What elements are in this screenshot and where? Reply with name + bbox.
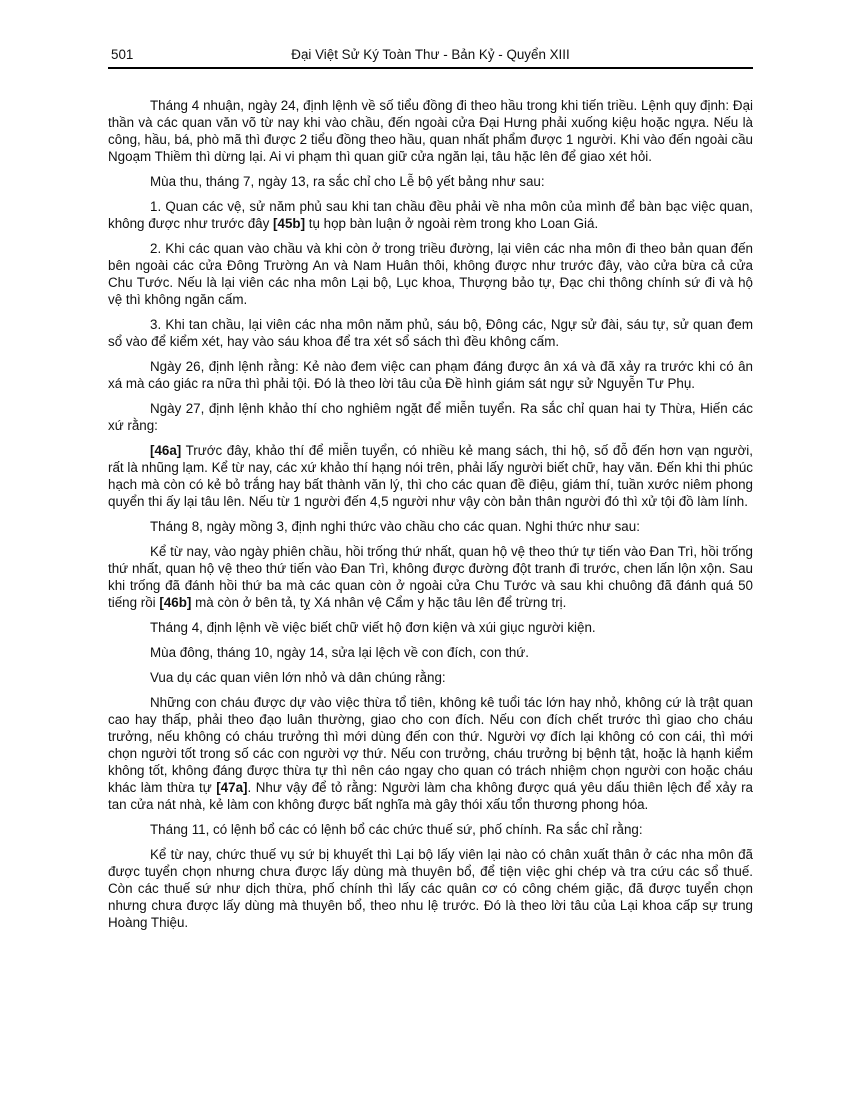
header-title: Đại Việt Sử Ký Toàn Thư - Bản Kỷ - Quyển XIII [291, 47, 570, 62]
folio-marker: [47a] [216, 780, 248, 795]
paragraph [108, 644, 753, 661]
paragraph-text: mà còn ở bên tả, tỵ Xá nhân vệ Cẩm y hặc tâu lên để trừng trị. [191, 595, 567, 610]
paragraph [108, 543, 753, 611]
folio-marker: [45b] [273, 216, 306, 231]
paragraph-text: . Như vậy để tỏ rằng: Người làm cha không được quá yêu dấu thiên lệch để xảy ra tan cửa nát nhà, kẻ làm con không được bất nghĩa mà gây thói xấu tổn thương phong hóa. [108, 780, 753, 812]
paragraph-text: Ngày 26, định lệnh rằng: Kẻ nào đem việc can phạm đáng được ân xá và đã xảy ra trước khi có ân xá mà cáo giác ra nữa thì phải tội. Đó là theo lời tâu của Đề hình giám sát ngự sử Nguyễn Tư Phụ. [108, 359, 753, 391]
paragraph-text: Tháng 4 nhuận, ngày 24, định lệnh về số tiểu đồng đi theo hầu trong khi tiến triều. Lệnh quy định: Đại thần và các quan văn võ từ nay khi vào chầu, đến ngoài cửa Đại Hưng phải xuống kiệu hoặc ngựa. Nếu là công, hầu, bá, phò mã thì được 2 tiểu đồng theo hầu, quan nhất phẩm được 1 người. Khi vào đến ngoài cầu Ngoạm Thiềm thì dừng lại. Ai vi phạm thì quan giữ cửa ngăn lại, tâu hặc lên để giao xét hỏi. [108, 98, 753, 164]
paragraph [108, 694, 753, 813]
paragraph-text: Vua dụ các quan viên lớn nhỏ và dân chúng rằng: [150, 670, 446, 685]
paragraph-text: Tháng 11, có lệnh bổ các có lệnh bổ các chức thuế sứ, phố chính. Ra sắc chỉ rằng: [150, 822, 643, 837]
header-rule [108, 67, 753, 69]
paragraph [108, 400, 753, 434]
paragraph [108, 518, 753, 535]
paragraph [108, 240, 753, 308]
paragraph-text: Tháng 8, ngày mồng 3, định nghi thức vào chầu cho các quan. Nghi thức như sau: [150, 519, 640, 534]
paragraph-text: Trước đây, khảo thí để miễn tuyển, có nhiều kẻ mang sách, thi hộ, số đỗ đến hơn vạn người, rất là nhũng lạm. Kể từ nay, các xứ khảo thí hạng nói trên, phải lấy người biết chữ, hay văn. Đến khi thi phúc hạch mà còn có kẻ bỏ trắng hay bất thành văn lý, thì cho các quan đề điệu, giám thí, tuần xước niêm phong quyển thi ấy lại tâu lên. Nếu từ 1 người đến 4,5 người như vậy còn bản thân người đó thì xử tội đồ làm lính. [108, 443, 753, 509]
paragraph [108, 173, 753, 190]
paragraph-text: 1. Quan các vệ, sử năm phủ sau khi tan chầu đều phải về nha môn của mình để bàn bạc việc quan, không được như trước đây [108, 199, 753, 231]
paragraph-text: tụ họp bàn luận ở ngoài rèm trong kho Loan Giá. [305, 216, 599, 231]
paragraph [108, 358, 753, 392]
folio-marker: [46b] [159, 595, 192, 610]
paragraph [108, 821, 753, 838]
paragraph [108, 669, 753, 686]
paragraph-text: Mùa thu, tháng 7, ngày 13, ra sắc chỉ cho Lễ bộ yết bảng như sau: [150, 174, 545, 189]
page-header [108, 47, 753, 65]
paragraph-text: Kể từ nay, chức thuế vụ sứ bị khuyết thì Lại bộ lấy viên lại nào có chân xuất thân ở các nha môn đã được tuyển chọn nhưng chưa được lấy dùng mà thuyên bổ, để tiện việc ghi chép và tra cứu các sổ thuế. Còn các thuế sứ như dịch thừa, phố chính thì lấy các quân cơ có công chém giặc, đã được tuyển chọn nhưng chưa được lấy dùng mà thuyên bổ, theo nhu lệ trước. Đó là theo lời tâu của Lại khoa cấp sự trung Hoàng Thiệu. [108, 847, 753, 930]
paragraph [108, 846, 753, 931]
paragraph-text: Những con cháu được dự vào việc thừa tổ tiên, không kê tuổi tác lớn hay nhỏ, không cứ là trật quan cao hay thấp, phải theo đạo luân thường, giao cho con đích. Nếu con đích chết trước thì giao cho cháu trưởng, nếu không có cháu trưởng thì mới dùng đến con thứ. Người vợ đích lại không có con cái, thì mới chọn người tốt trong số các con người vợ thứ. Nếu con trưởng, cháu trưởng bị bệnh tật, hoặc là hạnh kiểm không tốt, không đáng được thừa tự thì nên cáo ngay cho quan có trách nhiệm chọn người con hoặc cháu khác làm thừa tự [108, 695, 753, 795]
paragraph-text: Mùa đông, tháng 10, ngày 14, sửa lại lệch về con đích, con thứ. [150, 645, 529, 660]
paragraph-text: 2. Khi các quan vào chầu và khi còn ở trong triều đường, lại viên các nha môn đi theo bản quan đến bên ngoài các cửa Đông Trường An và Nam Huân thôi, không được như trước đây, vào cửa bừa cả cửa Chu Tước. Nếu là lại viên các nha môn Lại bộ, Lục khoa, Thượng bảo tự, Đạc chi thông chính sứ đi và hộ vệ thì không ngăn cấm. [108, 241, 753, 307]
folio-marker: [46a] [150, 443, 182, 458]
document-body [108, 97, 753, 939]
page-number: 501 [111, 47, 134, 62]
paragraph-text: Tháng 4, định lệnh về việc biết chữ viết hộ đơn kiện và xúi giục người kiện. [150, 620, 596, 635]
paragraph [108, 442, 753, 510]
paragraph [108, 97, 753, 165]
paragraph [108, 198, 753, 232]
document-page [108, 0, 753, 1100]
paragraph-text: 3. Khi tan chầu, lại viên các nha môn năm phủ, sáu bộ, Đông các, Ngự sử đài, sáu tự, sử quan đem sổ vào để kiểm xét, hay vào sáu khoa để tra xét sổ sách thì đều không cấm. [108, 317, 753, 349]
paragraph-text: Ngày 27, định lệnh khảo thí cho nghiêm ngặt để miễn tuyển. Ra sắc chỉ quan hai ty Thừa, Hiến các xứ rằng: [108, 401, 753, 433]
paragraph [108, 619, 753, 636]
paragraph-text: Kể từ nay, vào ngày phiên chầu, hồi trống thứ nhất, quan hộ vệ theo thứ tự tiến vào Đan Trì, hồi trống thứ nhất, quan hộ vệ theo thứ tiến vào Đan Trì, không được đường đột tranh đi trước, chen lấn lộn xộn. Sau khi trống đã đánh hồi thứ ba mà các quan còn ở ngoài cửa Chu Tước và sau khi chuông đã đánh quá 50 tiếng rồi [108, 544, 753, 610]
paragraph [108, 316, 753, 350]
